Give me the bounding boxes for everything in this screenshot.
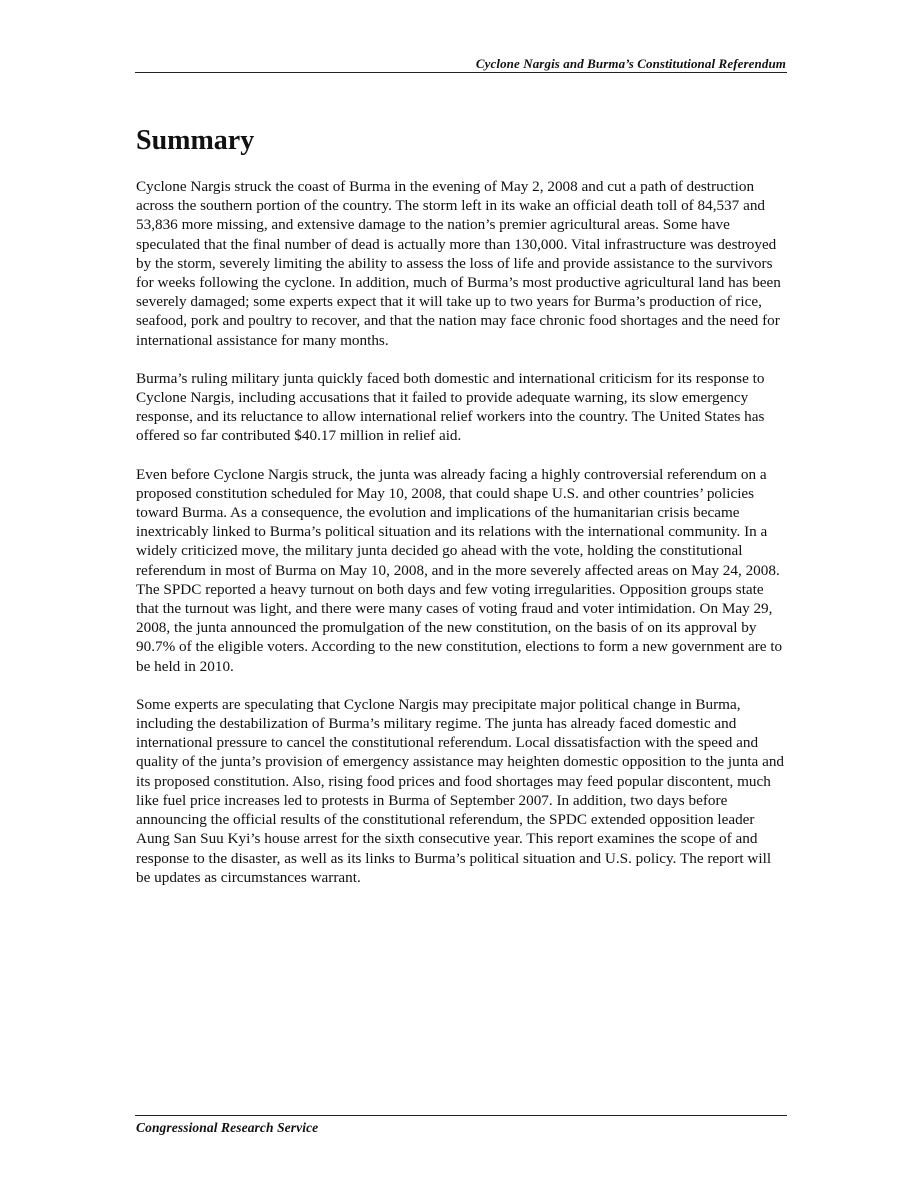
summary-paragraph-4: Some experts are speculating that Cyclone Nargis may precipitate major political change in Burma, including the destabilization of Burma’s military regime. The junta has already faced domestic and international pressure to cancel the constitutional referendum. Local dissatisfaction with the speed and quality of the junta’s provision of emergency assistance may heighten domestic opposition to the junta and its proposed constitution. Also, rising food prices and food shortages may feed popular discontent, much like fuel price increases led to protests in Burma of September 2007. In addition, two days before announcing the official results of the constitutional referendum, the SPDC extended opposition leader Aung San Suu Kyi’s house arrest for the sixth consecutive year. This report examines the scope of and response to the disaster, as well as its links to Burma’s political situation and U.S. policy. The report will be updates as circumstances warrant.: [136, 695, 785, 886]
footer-divider: [135, 1115, 787, 1116]
footer-publisher: Congressional Research Service: [136, 1120, 319, 1135]
header-divider: [135, 72, 787, 73]
summary-body: [136, 177, 788, 906]
running-header-title: Cyclone Nargis and Burma’s Constitutional Referendum: [475, 56, 786, 71]
summary-paragraph-1: Cyclone Nargis struck the coast of Burma in the evening of May 2, 2008 and cut a path of destruction across the southern portion of the country. The storm left in its wake an official death toll of 84,537 and 53,836 more missing, and extensive damage to the nation’s premier agricultural areas. Some have speculated that the final number of dead is actually more than 130,000. Vital infrastructure was destroyed by the storm, severely limiting the ability to assess the loss of life and provide assistance to the survivors for weeks following the cyclone. In addition, much of Burma’s most productive agricultural land has been severely damaged; some experts expect that it will take up to two years for Burma’s production of rice, seafood, pork and poultry to recover, and that the nation may face chronic food shortages and the need for international assistance for many months.: [136, 178, 781, 349]
page-title: Summary: [136, 125, 255, 156]
summary-paragraph-3: Even before Cyclone Nargis struck, the junta was already facing a highly controversial referendum on a proposed constitution scheduled for May 10, 2008, that could shape U.S. and other countries’ policies toward Burma. As a consequence, the evolution and implications of the humanitarian crisis became inextricably linked to Burma’s political situation and its relations with the international community. In a widely criticized move, the military junta decided go ahead with the vote, holding the constitutional referendum in most of Burma on May 10, 2008, and in the more severely affected areas on May 24, 2008. The SPDC reported a heavy turnout on both days and few voting irregularities. Opposition groups state that the turnout was light, and there were many cases of voting fraud and voter intimidation. On May 29, 2008, the junta announced the promulgation of the new constitution, on the basis of on its approval by 90.7% of the eligible voters. According to the new constitution, elections to form a new government are to be held in 2010.: [136, 465, 783, 675]
summary-paragraph-2: Burma’s ruling military junta quickly faced both domestic and international criticism for its response to Cyclone Nargis, including accusations that it failed to provide adequate warning, its slow emergency response, and its reluctance to allow international relief workers into the country. The United States has offered so far contributed $40.17 million in relief aid.: [136, 369, 765, 445]
